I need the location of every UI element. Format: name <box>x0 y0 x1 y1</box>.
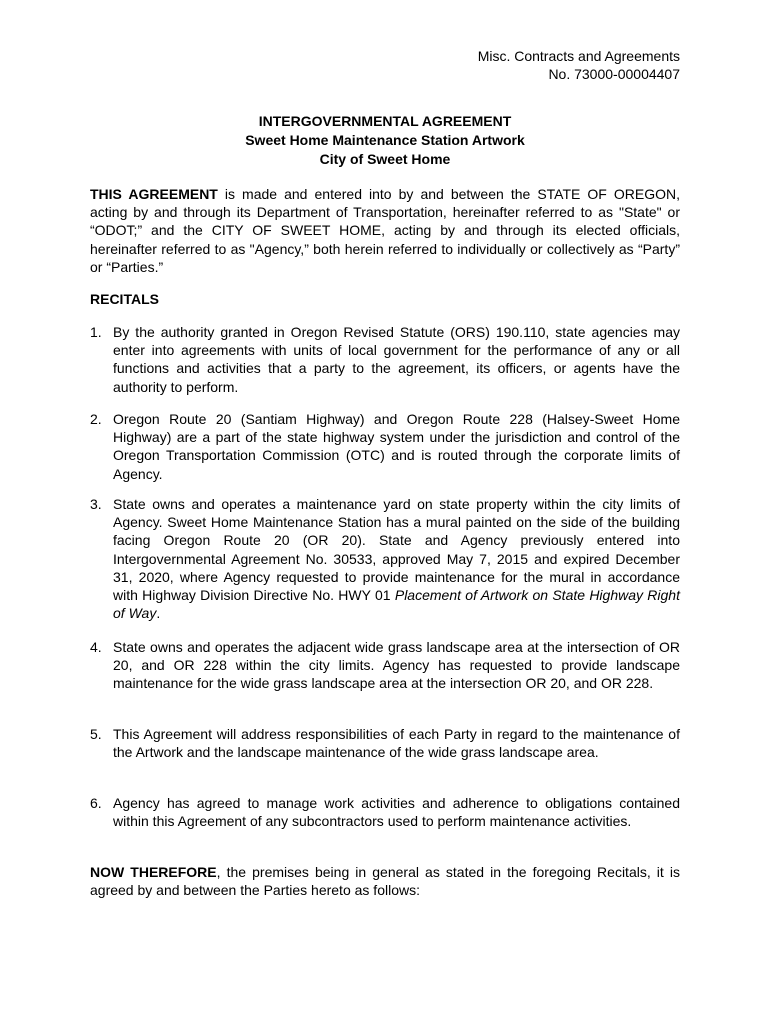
contract-category: Misc. Contracts and Agreements <box>477 48 680 64</box>
recital-item <box>90 794 680 830</box>
contract-reference <box>478 47 680 83</box>
document-title: INTERGOVERNMENTAL AGREEMENT <box>258 113 512 129</box>
recitals-heading: RECITALS <box>90 291 159 307</box>
directive-title: Placement of Artwork on State Highway Right of Way <box>113 587 680 622</box>
closing-lead: NOW THEREFORE <box>90 864 217 880</box>
recital-text: This Agreement will address responsibilities of each Party in regard to the maintenance of the Artwork and the landscape maintenance of the wide grass landscape area. <box>113 726 680 761</box>
contract-number: No. 73000-00004407 <box>548 66 680 82</box>
recital-number: 1. <box>90 324 102 340</box>
intro-lead: THIS AGREEMENT <box>90 186 218 202</box>
recital-item <box>90 323 680 396</box>
intro-text: is made and entered into by and between the STATE OF OREGON, acting by and through its Department of Transportation, hereinafter referred to as "State" or “ODOT;” and the CITY OF SWEET HOME, acting by and through its elected officials, hereinafter referred to as "Agency,” both herein referred to individually or collectively as “Party” or “Parties.” <box>90 186 680 275</box>
recital-text-wrapper <box>113 495 680 622</box>
recital-text: State owns and operates a maintenance yard on state property within the city limits of Agency. Sweet Home Maintenance Station has a mural painted on the side of the building facing Oregon Route 20 (OR 20). State and Agency previously entered into Intergovernmental Agreement No. 30533, approved May 7, 2015 and expired December 31, 2020, where Agency requested to provide maintenance for the mural in accordance with Highway Division Directive No. HWY 01 <box>113 496 680 604</box>
recital-item <box>90 638 680 693</box>
document-subtitle: Sweet Home Maintenance Station Artwork <box>245 132 525 148</box>
recital-number: 6. <box>90 795 102 811</box>
recital-number: 5. <box>90 726 102 742</box>
recital-text-tail: . <box>156 605 161 622</box>
recital-text: By the authority granted in Oregon Revised Statute (ORS) 190.110, state agencies may enter into agreements with units of local government for the performance of any or all functions and activities that a party to the agreement, its officers, or agents have the authority to perform. <box>113 324 680 395</box>
recital-number: 3. <box>90 496 102 512</box>
closing-paragraph <box>90 863 680 899</box>
recital-number: 2. <box>90 411 102 427</box>
recital-item <box>90 495 680 622</box>
recital-text: Agency has agreed to manage work activities and adherence to obligations contained within this Agreement of any subcontractors used to perform maintenance activities. <box>113 795 680 830</box>
closing-text: , the premises being in general as stated in the foregoing Recitals, it is agreed by and between the Parties hereto as follows: <box>90 864 680 899</box>
recital-item <box>90 410 680 483</box>
recital-text: Oregon Route 20 (Santiam Highway) and Oregon Route 228 (Halsey-Sweet Home Highway) are a part of the state highway system under the jurisdiction and control of the Oregon Transportation Commission (OTC) and is routed through the corporate limits of Agency. <box>113 411 680 482</box>
intro-paragraph <box>90 185 680 276</box>
recital-number: 4. <box>90 639 102 655</box>
recital-item <box>90 725 680 761</box>
document-title-block <box>0 112 770 169</box>
document-party: City of Sweet Home <box>319 151 451 167</box>
recital-text: State owns and operates the adjacent wide grass landscape area at the intersection of OR 20, and OR 228 within the city limits. Agency has requested to provide landscape maintenance for the wide grass landscape area at the intersection OR 20, and OR 228. <box>113 639 680 692</box>
